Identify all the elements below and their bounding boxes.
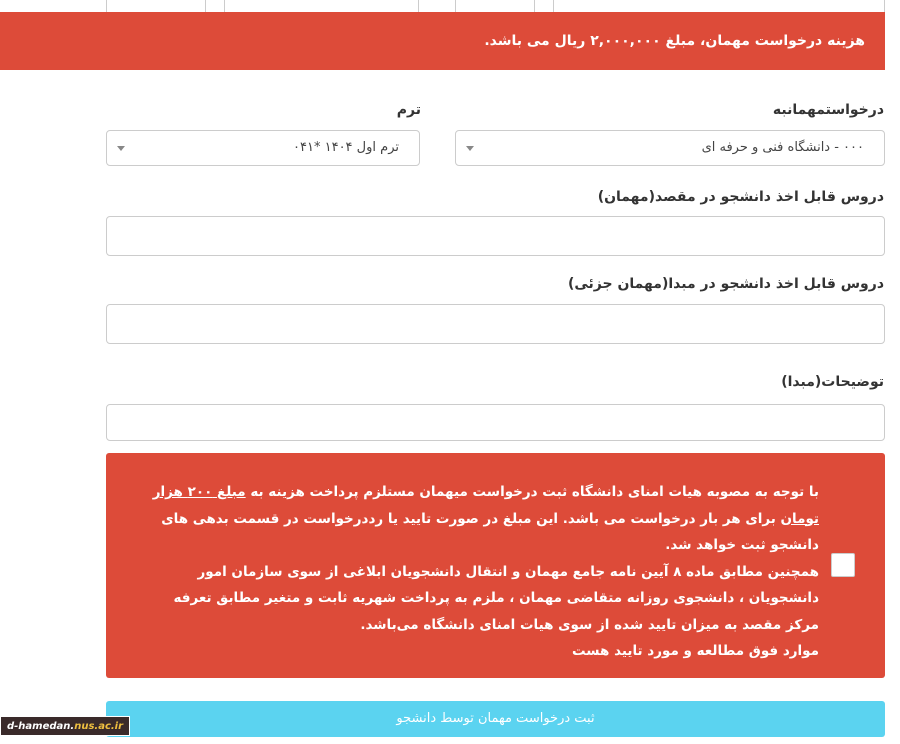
chevron-down-icon	[466, 146, 474, 151]
site-watermark	[0, 716, 130, 736]
chevron-down-icon	[117, 146, 125, 151]
dest-courses-input[interactable]	[106, 216, 885, 256]
dest-courses-label: دروس قابل اخذ دانشجو در مقصد(مهمان)	[597, 189, 884, 205]
agreement-fee-amount: مبلغ ۲۰۰ هزار تومان	[152, 484, 819, 527]
agreement-paragraph-3: موارد فوق مطالعه و مورد تایید هست	[572, 643, 819, 659]
university-select-value: ۰۰۰ - دانشگاه فنی و حرفه ای	[701, 140, 864, 155]
term-select[interactable]	[106, 130, 420, 166]
agreement-paragraph-2: همچنین مطابق ماده ۸ آیین نامه جامع مهمان و انتقال دانشجویان ابلاغی از سوی سازمان امور دانشجویان ، دانشجوی روزانه متقاضی مهمان ، ملزم به پرداخت شهریه ثابت و متغیر مطابق تعرفه مرکز مقصد به میزان تایید شده از سوی هیات امنای دانشگاه می‌باشد.	[173, 563, 819, 633]
agreement-box	[106, 453, 885, 678]
origin-courses-input[interactable]	[106, 304, 885, 344]
term-select-value: ترم اول ۱۴۰۴ *۰۴۱	[293, 140, 399, 155]
agreement-checkbox[interactable]	[831, 553, 855, 577]
description-label: توضیحات(مبدا)	[781, 374, 884, 390]
fee-notice	[0, 12, 885, 70]
fee-notice-text: هزینه درخواست مهمان، مبلغ ۲,۰۰۰,۰۰۰ ریال می باشد.	[484, 33, 865, 49]
term-label: ترم	[396, 102, 421, 118]
agreement-line1-prefix: با توجه به مصوبه هیات امنای دانشگاه ثبت درخواست میهمان مستلزم پرداخت هزینه به	[245, 484, 819, 500]
agreement-line1-suffix: برای هر بار درخواست می باشد. این مبلغ در صورت تایید یا رددرخواست در قسمت بدهی های دانشجو ثبت خواهد شد.	[161, 510, 819, 553]
watermark-prefix: d-hamedan.	[7, 721, 75, 732]
university-select[interactable]	[455, 130, 885, 166]
agreement-paragraph-1	[139, 479, 819, 559]
watermark-accent: nus.ac.ir	[74, 721, 124, 732]
submit-guest-request-button[interactable]: ثبت درخواست مهمان توسط دانشجو	[106, 701, 885, 737]
origin-courses-label: دروس قابل اخذ دانشجو در مبدا(مهمان جزئی)	[567, 276, 884, 292]
guest-request-label: درخواستمهمانبه	[772, 102, 884, 118]
description-input[interactable]	[106, 404, 885, 441]
agreement-text	[139, 479, 819, 665]
